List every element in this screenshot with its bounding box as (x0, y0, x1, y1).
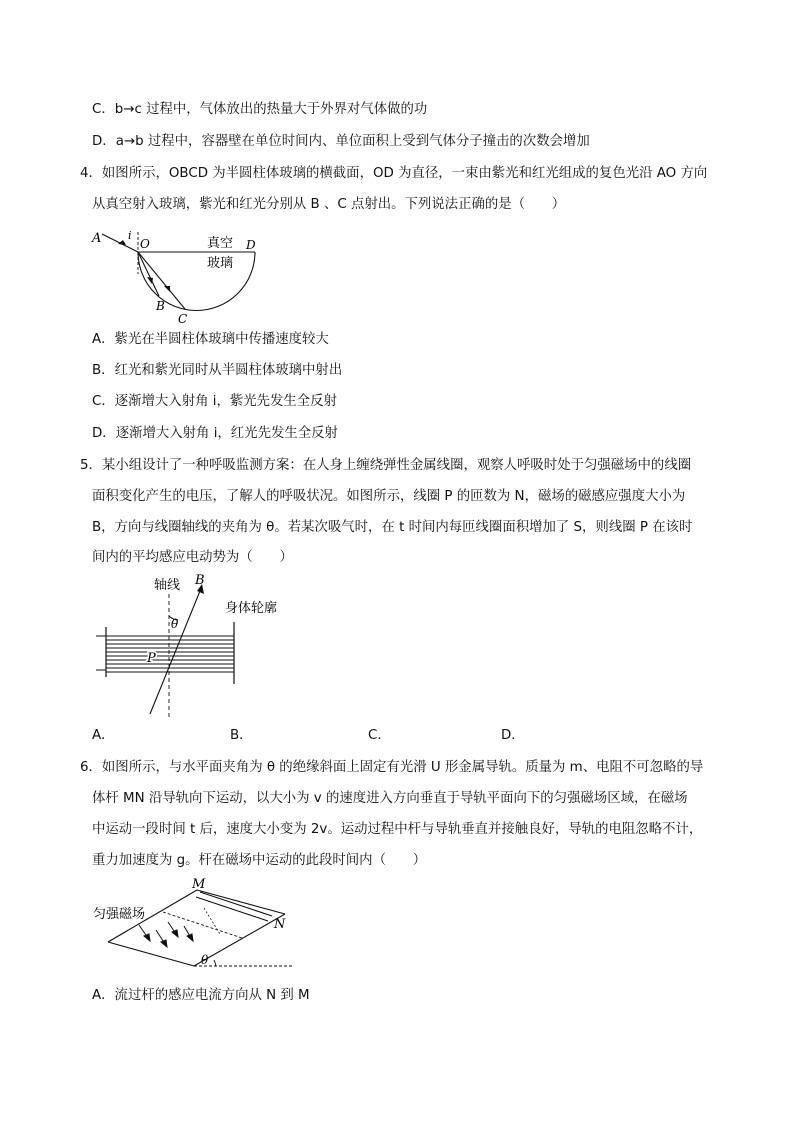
b-field-line (150, 586, 202, 714)
q6-figure (90, 878, 305, 978)
theta-arc (214, 960, 216, 966)
q6-option-a: A．流过杆的感应电流方向从 N 到 M (92, 988, 310, 1003)
q5-stem-line3: B，方向与线圈轴线的夹角为 θ。若某次吸气时，在 t 时间内每匝线圈面积增加了 S，则线圈 P 在该时 (92, 520, 693, 535)
q5-option-d: D． (501, 728, 525, 743)
label-n: N (274, 917, 286, 932)
label-b: B (156, 299, 165, 313)
label-axis: 轴线 (154, 578, 181, 593)
q5-stem-line1: 5．某小组设计了一种呼吸监测方案：在人身上缠绕弹性金属线圈，观察人呼吸时处于匀强磁场中的线圈 (80, 458, 692, 473)
q5-option-a: A． (92, 728, 115, 743)
label-c: C (178, 312, 188, 326)
q6-stem-line4: 重力加速度为 g。杆在磁场中运动的此段时间内（ ） (92, 853, 427, 868)
label-m: M (192, 878, 206, 892)
label-a: A (92, 231, 102, 246)
label-outline: 身体轮廓 (225, 601, 278, 616)
ray-arrow-c (164, 286, 170, 292)
label-vacuum: 真空 (207, 236, 234, 251)
q4-option-a: A．紫光在半圆柱体玻璃中传播速度较大 (92, 332, 329, 347)
ray-arrow-b (147, 277, 153, 284)
q3-option-d: D．a→b 过程中，容器壁在单位时间内、单位面积上受到气体分子撞击的次数会增加 (92, 134, 590, 149)
q4-option-d: D．逐渐增大入射角 i，红光先发生全反射 (92, 426, 338, 441)
rod-mn (200, 892, 272, 916)
q5-option-c: C． (368, 728, 391, 743)
label-i: i (128, 229, 132, 242)
q6-stem-line1: 6．如图所示，与水平面夹角为 θ 的绝缘斜面上固定有光滑 U 形金属导轨。质量为 m、电阻不可忽略的导 (80, 760, 704, 775)
label-theta: θ (171, 617, 179, 631)
q6-stem-line2: 体杆 MN 沿导轨向下运动，以大小为 v 的速度进入方向垂直于导轨平面向下的匀强磁场区域，在磁场 (92, 791, 688, 806)
q5-option-b: B． (230, 728, 253, 743)
q4-option-c: C．逐渐增大入射角 i，紫光先发生全反射 (92, 394, 337, 409)
q6-stem-line3: 中运动一段时间 t 后，速度大小变为 2v。运动过程中杆与导轨垂直并接触良好，导轨的电阻忽略不计， (92, 822, 703, 837)
label-theta: θ (201, 953, 209, 967)
label-field: 匀强磁场 (93, 907, 146, 922)
field-arrows (139, 922, 193, 947)
q5-figure (92, 572, 297, 722)
q4-option-b: B．红光和紫光同时从半圆柱体玻璃中射出 (92, 363, 343, 378)
label-o: O (140, 237, 150, 251)
q3-option-c: C．b→c 过程中，气体放出的热量大于外界对气体做的功 (92, 102, 428, 117)
q4-stem-line1: 4．如图所示，OBCD 为半圆柱体玻璃的横截面，OD 为直径，一束由紫光和红光组成的复色光沿 AO 方向 (80, 166, 708, 181)
label-p: P (147, 651, 156, 666)
q4-stem-line2: 从真空射入玻璃，紫光和红光分别从 B 、C 点射出。下列说法正确的是（ ） (92, 197, 566, 212)
q5-stem-line2: 面积变化产生的电压，了解人的呼吸状况。如图所示，线圈 P 的匝数为 N，磁场的磁感应强度大小为 (92, 489, 686, 504)
q4-figure (90, 226, 270, 326)
label-glass: 玻璃 (207, 256, 234, 271)
label-b: B (195, 573, 205, 588)
label-d: D (246, 238, 256, 252)
q5-stem-line4: 间内的平均感应电动势为（ ） (92, 550, 293, 565)
rail-bottom (108, 942, 194, 966)
coil-turns (106, 636, 234, 672)
